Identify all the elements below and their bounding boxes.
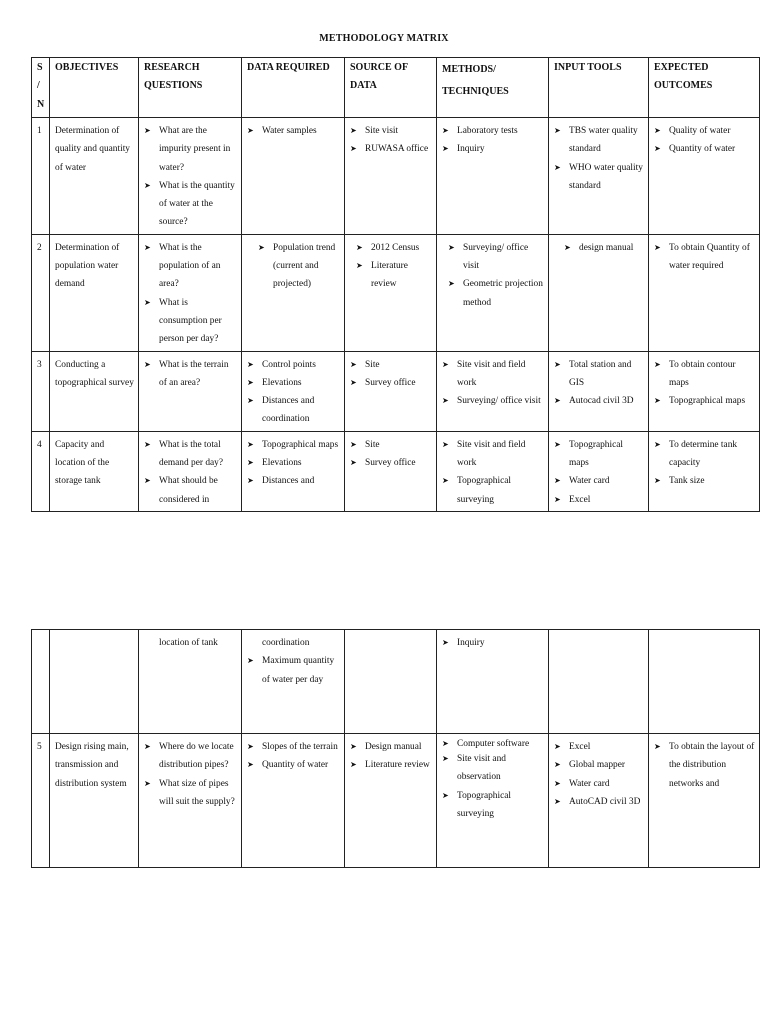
header-sn-3: N — [37, 98, 45, 110]
header-input-tools: INPUT TOOLS — [549, 58, 649, 118]
list-item: ➤ Geometric projection method — [448, 275, 545, 312]
list-item: ➤ 2012 Census — [356, 239, 433, 257]
row-tools — [549, 234, 649, 351]
row-sn: 2 — [32, 234, 50, 351]
list-item: ➤ Quantity of water — [247, 756, 341, 774]
page-title: METHODOLOGY MATRIX — [319, 33, 449, 44]
row-data — [242, 734, 345, 868]
row-methods — [437, 734, 549, 868]
list-item: ➤ Inquiry — [442, 140, 545, 158]
row-sn: 3 — [32, 351, 50, 431]
row-outcomes — [649, 118, 760, 235]
list-item: ➤ To obtain the layout of the distribution networks and — [654, 738, 756, 793]
list-item: ➤ Excel — [554, 491, 645, 509]
row-outcomes — [649, 234, 760, 351]
list-item: ➤ Elevations — [247, 374, 341, 392]
list-item: ➤ Site visit and field work — [442, 436, 545, 473]
row-questions — [139, 734, 242, 868]
table-row — [32, 734, 760, 868]
row-questions — [139, 431, 242, 511]
header-source-of-data: SOURCE OF DATA — [345, 58, 437, 118]
row-data — [242, 431, 345, 511]
list-item: ➤ Survey office — [350, 454, 433, 472]
methodology-table — [31, 57, 760, 512]
list-item: ➤ Surveying/ office visit — [442, 392, 545, 410]
row-data — [242, 351, 345, 431]
list-item: ➤ RUWASA office — [350, 140, 433, 158]
table-row — [32, 431, 760, 511]
table-row — [32, 234, 760, 351]
row-source — [345, 734, 437, 868]
list-item: ➤ AutoCAD civil 3D — [554, 793, 645, 811]
list-item: ➤ Excel — [554, 738, 645, 756]
row-objective — [50, 630, 139, 734]
list-item: ➤ Water card — [554, 775, 645, 793]
table-row — [32, 118, 760, 235]
list-item: ➤ To obtain Quantity of water required — [654, 239, 756, 276]
row-sn: 1 — [32, 118, 50, 235]
list-item: ➤ What is the population of an area? — [144, 239, 238, 294]
list-item: ➤ Design manual — [350, 738, 433, 756]
row-tools — [549, 351, 649, 431]
list-item: ➤ Autocad civil 3D — [554, 392, 645, 410]
row-outcomes — [649, 734, 760, 868]
list-item: ➤ To determine tank capacity — [654, 436, 756, 473]
header-expected-outcomes: EXPECTED OUTCOMES — [649, 58, 760, 118]
list-item: ➤ What is the terrain of an area? — [144, 356, 238, 393]
list-item: ➤ Inquiry — [442, 634, 545, 652]
row-objective: Design rising main, transmission and distribution system — [50, 734, 139, 868]
row-tools — [549, 118, 649, 235]
row-objective: Determination of population water demand — [50, 234, 139, 351]
row-source — [345, 630, 437, 734]
list-item: ➤ Site — [350, 356, 433, 374]
row-data — [242, 630, 345, 734]
header-sn-2: / — [37, 80, 40, 92]
list-item: ➤ Slopes of the terrain — [247, 738, 341, 756]
list-item: ➤ To obtain contour maps — [654, 356, 756, 393]
table-row — [32, 630, 760, 734]
row-methods — [437, 431, 549, 511]
row-objective: Capacity and location of the storage tank — [50, 431, 139, 511]
list-item: ➤ Computer software — [442, 738, 545, 750]
question-continuation: location of tank — [159, 638, 218, 648]
list-item: ➤ Site visit and field work — [442, 356, 545, 393]
row-objective: Conducting a topographical survey — [50, 351, 139, 431]
header-sn-1: S — [37, 62, 43, 73]
row-sn: 4 — [32, 431, 50, 511]
list-item: ➤ Site — [350, 436, 433, 454]
list-item: ➤ What is the quantity of water at the source? — [144, 177, 238, 232]
header-data-required: DATA REQUIRED — [242, 58, 345, 118]
header-row — [32, 58, 760, 118]
methodology-table-continued — [31, 629, 760, 868]
row-sn — [32, 630, 50, 734]
row-questions — [139, 630, 242, 734]
row-source — [345, 118, 437, 235]
list-item: ➤ What is consumption per person per day? — [144, 294, 238, 349]
row-tools — [549, 734, 649, 868]
table-row — [32, 351, 760, 431]
list-item: ➤ TBS water quality standard — [554, 122, 645, 159]
list-item: ➤ Quantity of water — [654, 140, 756, 158]
list-item: ➤ What size of pipes will suit the supply? — [144, 775, 238, 812]
row-source — [345, 431, 437, 511]
row-source — [345, 351, 437, 431]
row-questions — [139, 351, 242, 431]
header-research-questions: RESEARCH QUESTIONS — [139, 58, 242, 118]
list-item: ➤ Distances and coordination — [247, 392, 341, 429]
header-sn — [32, 58, 50, 118]
list-item: ➤ What are the impurity present in water? — [144, 122, 238, 177]
data-continuation: coordination — [262, 638, 310, 648]
list-item: ➤ Topographical surveying — [442, 787, 545, 824]
list-item: ➤ Laboratory tests — [442, 122, 545, 140]
list-item: ➤ Literature review — [356, 257, 433, 294]
row-questions — [139, 234, 242, 351]
row-methods — [437, 630, 549, 734]
header-methods: METHODS/ TECHNIQUES — [437, 58, 549, 118]
list-item: ➤ Topographical maps — [554, 436, 645, 473]
row-methods — [437, 118, 549, 235]
list-item: ➤ What is the total demand per day? — [144, 436, 238, 473]
list-item: ➤ Site visit and observation — [442, 750, 545, 787]
list-item: ➤ Where do we locate distribution pipes? — [144, 738, 238, 775]
row-data — [242, 118, 345, 235]
list-item: ➤ Global mapper — [554, 756, 645, 774]
header-objectives: OBJECTIVES — [50, 58, 139, 118]
row-methods — [437, 234, 549, 351]
list-item: ➤ What should be considered in — [144, 472, 238, 509]
list-item: ➤ Water samples — [247, 122, 341, 140]
list-item: ➤ Maximum quantity of water per day — [247, 652, 341, 689]
list-item: ➤ WHO water quality standard — [554, 159, 645, 196]
row-source — [345, 234, 437, 351]
list-item: ➤ Topographical surveying — [442, 472, 545, 509]
list-item: ➤ Distances and — [247, 472, 341, 490]
list-item: ➤ Site visit — [350, 122, 433, 140]
list-item: ➤ Tank size — [654, 472, 756, 490]
row-methods — [437, 351, 549, 431]
list-item: ➤ design manual — [564, 239, 645, 257]
list-item: ➤ Elevations — [247, 454, 341, 472]
row-outcomes — [649, 431, 760, 511]
list-item: ➤ Total station and GIS — [554, 356, 645, 393]
list-item: ➤ Literature review — [350, 756, 433, 774]
row-questions — [139, 118, 242, 235]
row-data — [242, 234, 345, 351]
row-objective: Determination of quality and quantity of water — [50, 118, 139, 235]
list-item: ➤ Control points — [247, 356, 341, 374]
list-item: ➤ Topographical maps — [247, 436, 341, 454]
list-item: ➤ Survey office — [350, 374, 433, 392]
row-sn: 5 — [32, 734, 50, 868]
list-item: ➤ Topographical maps — [654, 392, 756, 410]
list-item: ➤ Quality of water — [654, 122, 756, 140]
row-outcomes — [649, 630, 760, 734]
row-outcomes — [649, 351, 760, 431]
row-tools — [549, 431, 649, 511]
list-item: ➤ Water card — [554, 472, 645, 490]
row-tools — [549, 630, 649, 734]
list-item: ➤ Population trend (current and projected) — [258, 239, 341, 294]
list-item: ➤ Surveying/ office visit — [448, 239, 545, 276]
